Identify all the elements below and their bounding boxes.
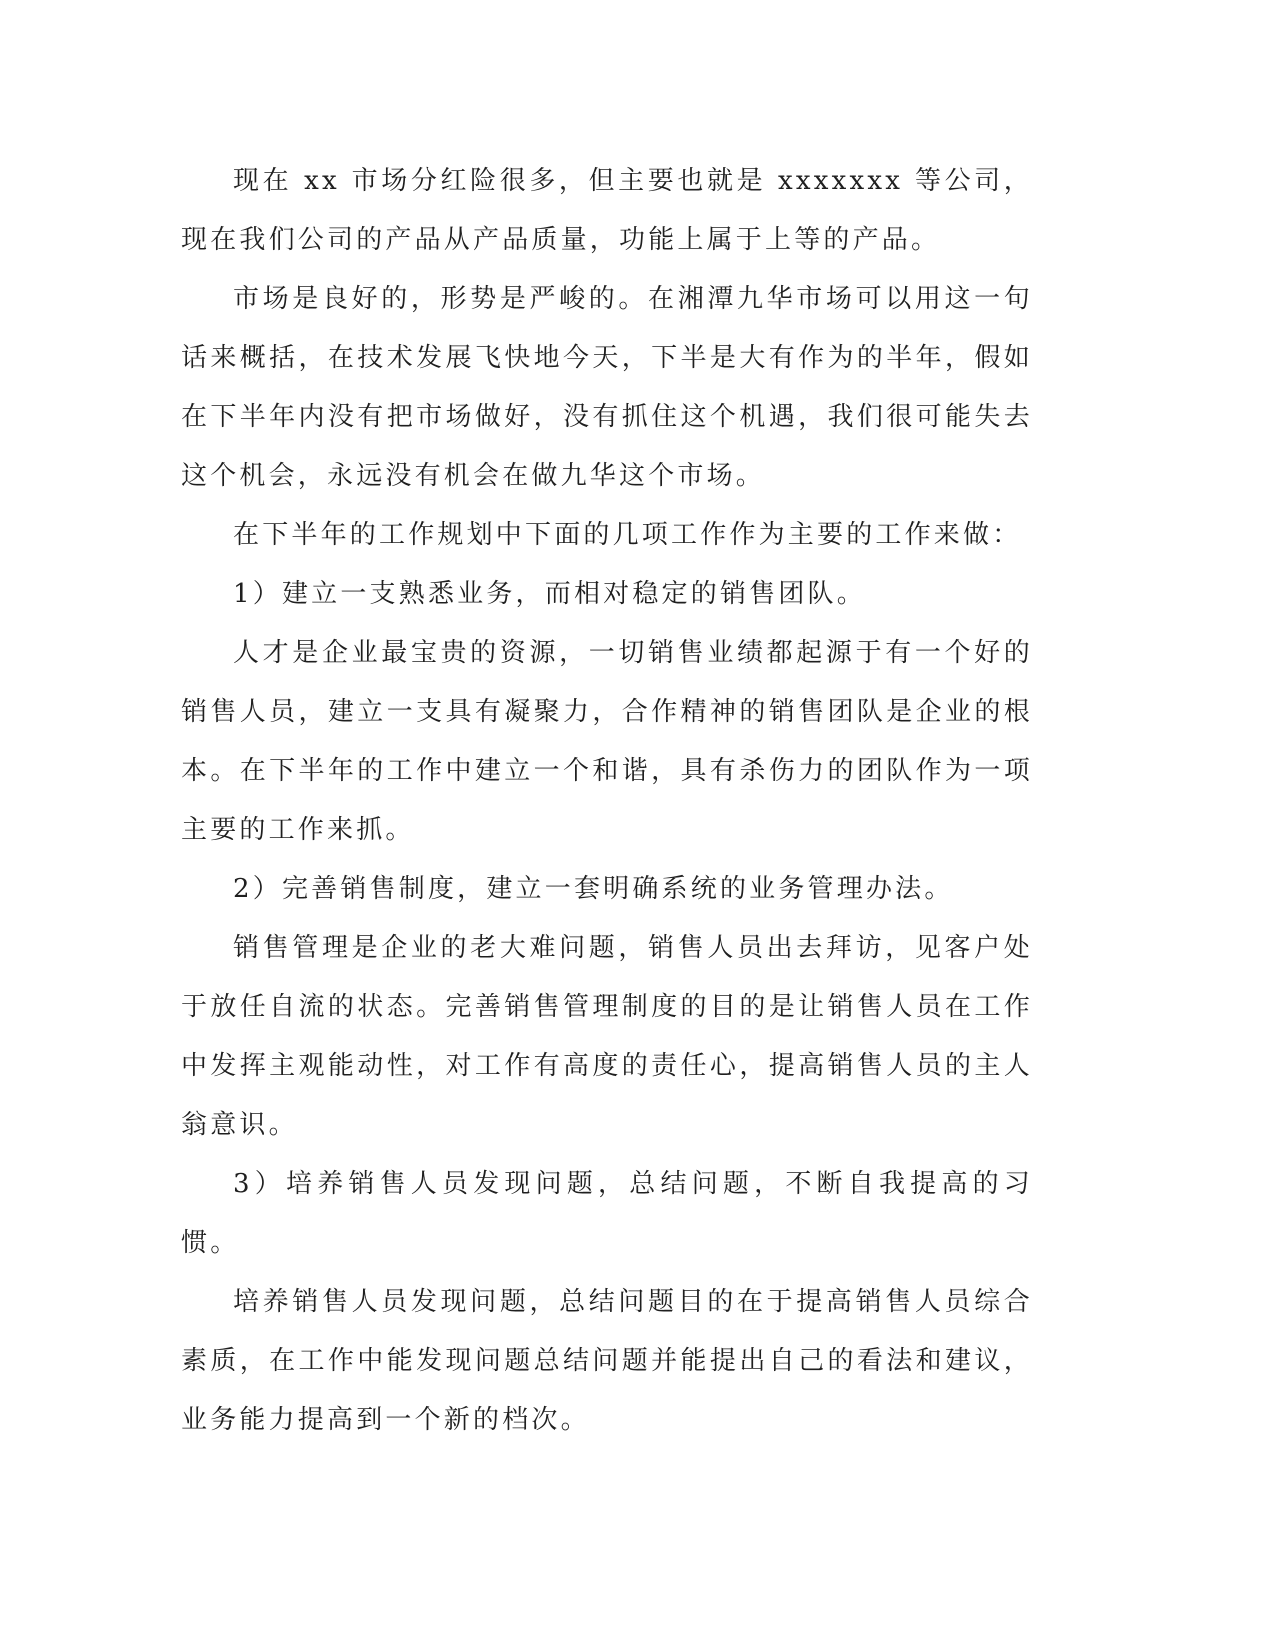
paragraph-market-overview: 现在 xx 市场分红险很多，但主要也就是 xxxxxxx 等公司，现在我们公司的产品从产品质量，功能上属于上等的产品。: [181, 166, 1033, 255]
paragraph-market-situation: 市场是良好的，形势是严峻的。在湘潭九华市场可以用这一句话来概括，在技术发展飞快地今天，下半是大有作为的半年，假如在下半年内没有把市场做好，没有抓住这个机遇，我们很可能失去这个机会，永远没有机会在做九华这个市场。: [181, 284, 1033, 491]
paragraph-work-plan-intro: 在下半年的工作规划中下面的几项工作作为主要的工作来做：: [233, 520, 1022, 550]
heading-item-2: 2）完善销售制度，建立一套明确系统的业务管理办法。: [233, 874, 954, 904]
heading-item-1: 1）建立一支熟悉业务，而相对稳定的销售团队。: [233, 579, 866, 609]
paragraph-item-1: 人才是企业最宝贵的资源，一切销售业绩都起源于有一个好的销售人员，建立一支具有凝聚力，合作精神的销售团队是企业的根本。在下半年的工作中建立一个和谐，具有杀伤力的团队作为一项主要的工作来抓。: [181, 638, 1033, 845]
paragraph-item-3: 培养销售人员发现问题，总结问题目的在于提高销售人员综合素质，在工作中能发现问题总结问题并能提出自己的看法和建议，业务能力提高到一个新的档次。: [181, 1287, 1033, 1435]
paragraph-item-2: 销售管理是企业的老大难问题，销售人员出去拜访，见客户处于放任自流的状态。完善销售管理制度的目的是让销售人员在工作中发挥主观能动性，对工作有高度的责任心，提高销售人员的主人翁意识。: [181, 933, 1033, 1140]
heading-item-3: 3）培养销售人员发现问题，总结问题，不断自我提高的习惯。: [181, 1169, 1033, 1258]
document-body: [181, 152, 1033, 1450]
